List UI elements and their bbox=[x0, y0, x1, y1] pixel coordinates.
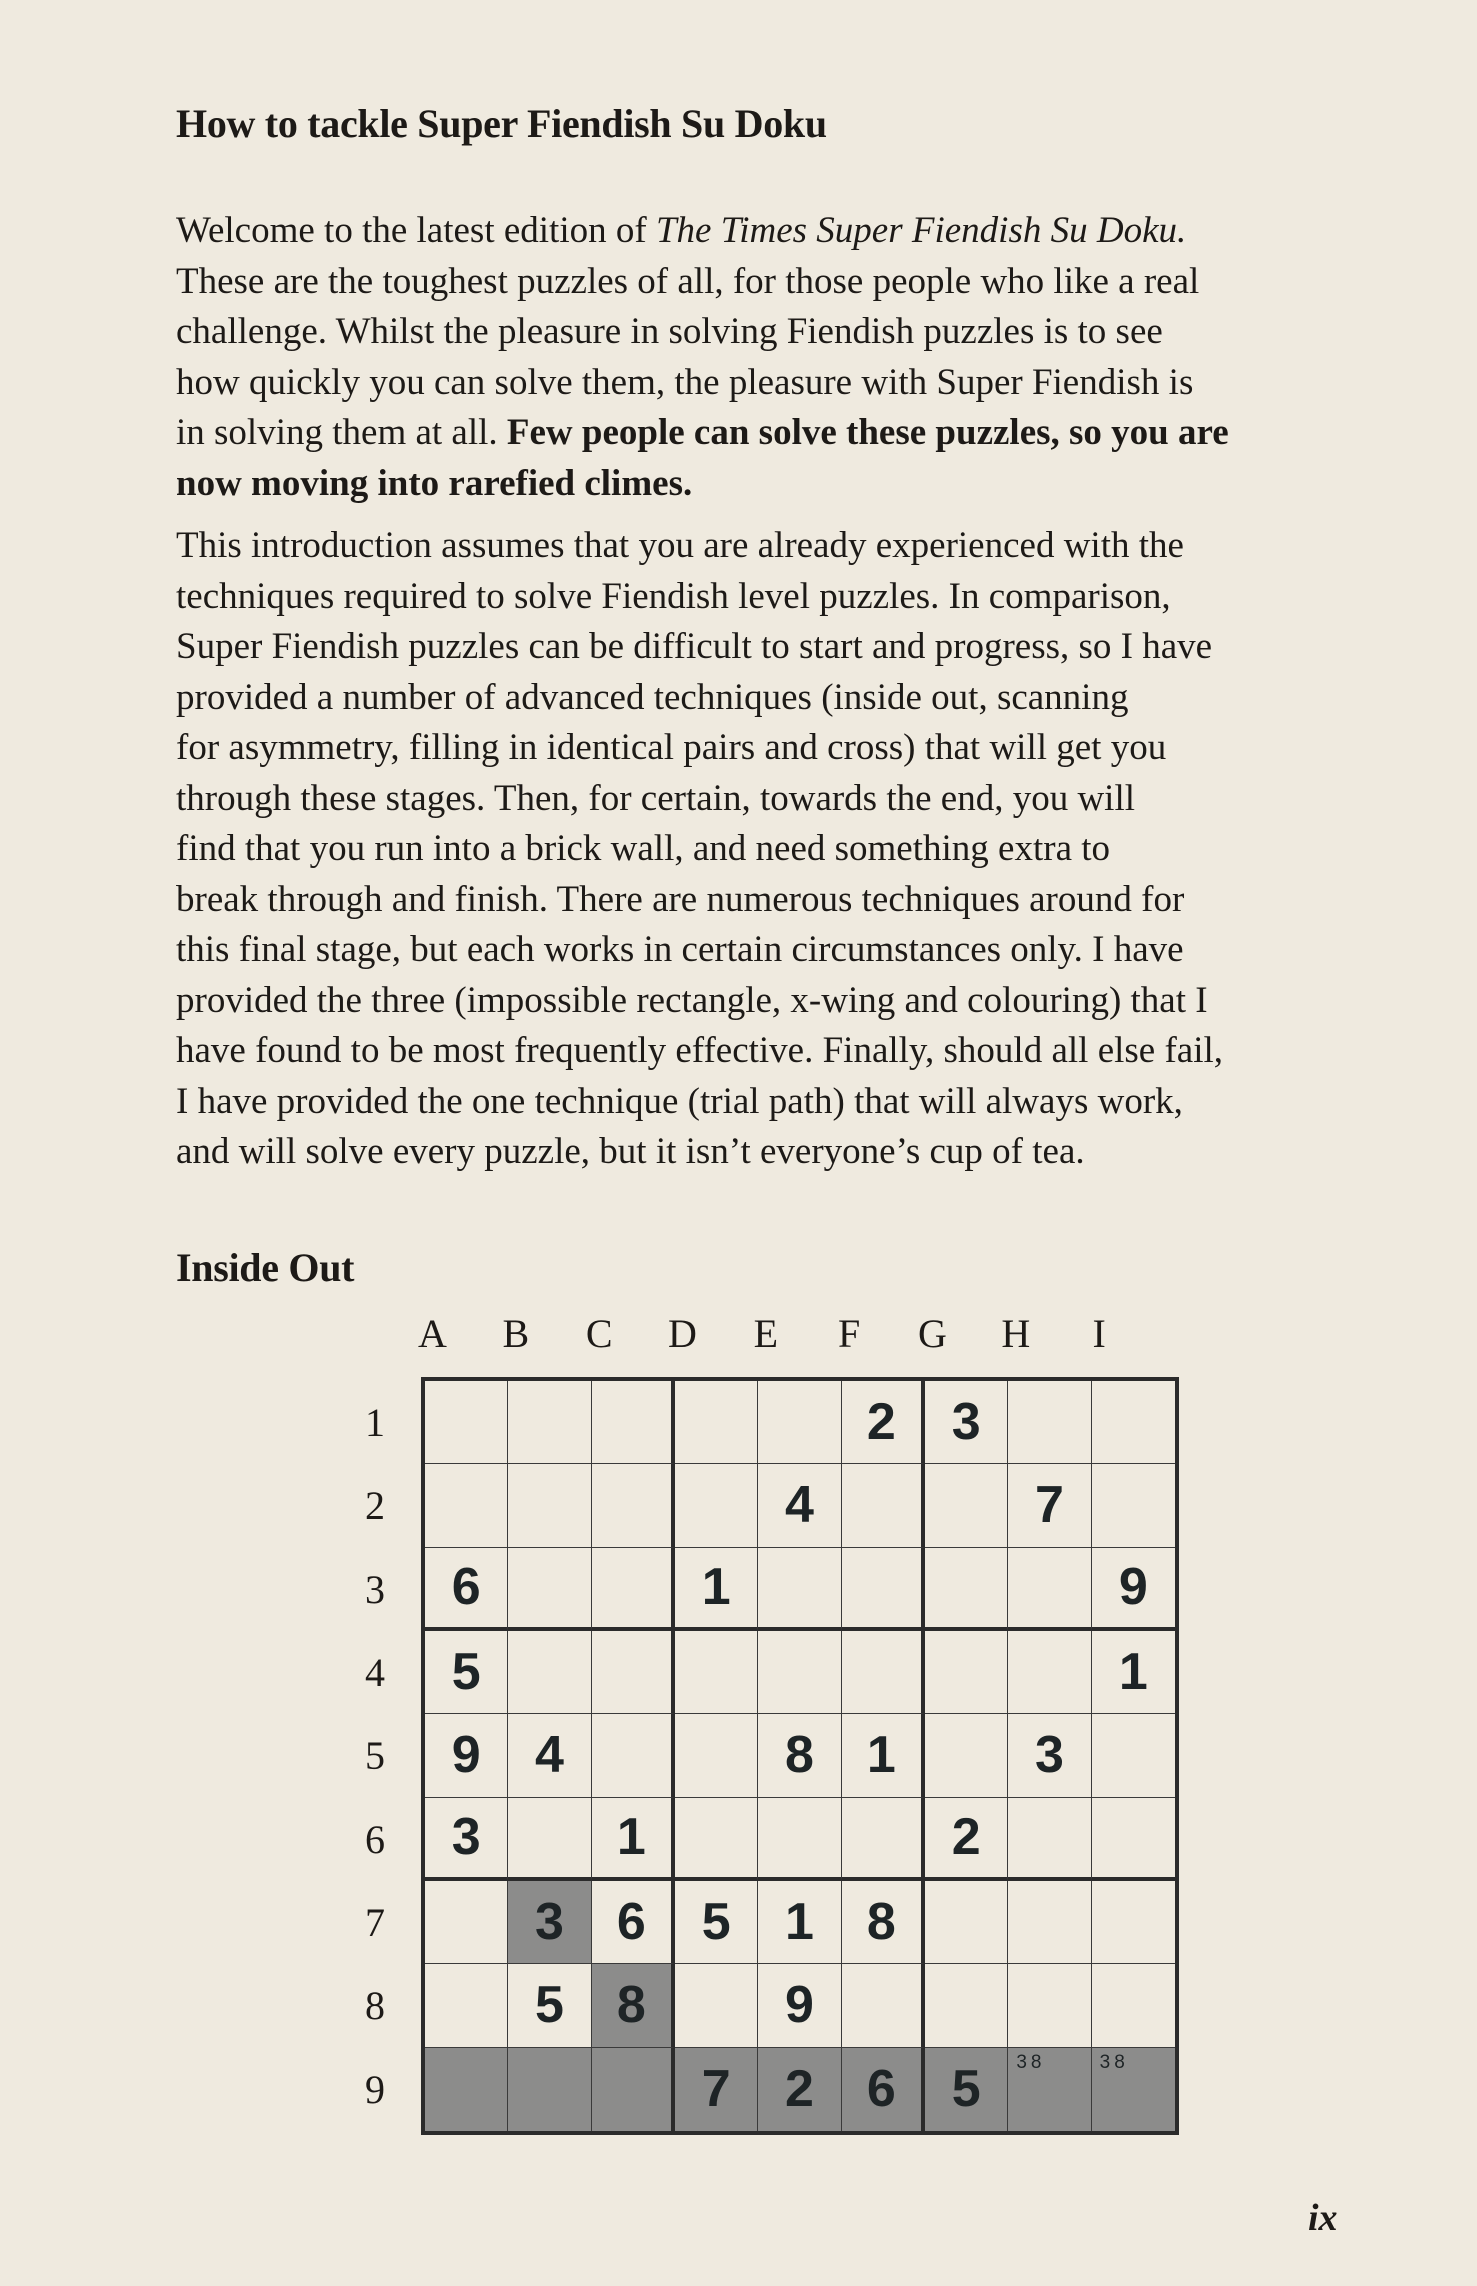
row-label: 6 bbox=[365, 1816, 385, 1862]
grid-cell bbox=[842, 1964, 925, 2047]
row-label: 8 bbox=[365, 1983, 385, 2029]
row-label: 9 bbox=[365, 2066, 385, 2112]
grid-cell bbox=[925, 1631, 1008, 1714]
grid-cell bbox=[1008, 1798, 1091, 1881]
cell-digit: 9 bbox=[1118, 1558, 1148, 1617]
row-label: 4 bbox=[365, 1649, 385, 1695]
cell-digit: 1 bbox=[616, 1808, 646, 1867]
techniques-paragraph bbox=[176, 521, 1356, 1178]
text-line bbox=[176, 307, 1356, 358]
grid-cell bbox=[592, 2048, 675, 2131]
grid-cell bbox=[925, 1881, 1008, 1964]
grid-cell bbox=[1092, 1631, 1175, 1714]
grid-cell bbox=[592, 1631, 675, 1714]
grid-cell bbox=[842, 1798, 925, 1881]
cell-digit: 7 bbox=[1035, 1476, 1064, 1535]
grid-cell bbox=[842, 1881, 925, 1964]
page-title: How to tackle Super Fiendish Su Doku bbox=[176, 101, 827, 146]
grid-cell bbox=[425, 1464, 508, 1547]
grid-cell bbox=[758, 2048, 841, 2131]
cell-digit: 6 bbox=[866, 2060, 896, 2119]
grid-cell bbox=[842, 1631, 925, 1714]
column-label: A bbox=[418, 1311, 447, 1356]
grid-cell bbox=[842, 1714, 925, 1797]
row-label: 7 bbox=[365, 1899, 385, 1945]
grid-cell bbox=[758, 1798, 841, 1881]
grid-cell bbox=[1008, 1964, 1091, 2047]
intro-paragraph bbox=[176, 206, 1356, 509]
cell-digit: 9 bbox=[785, 1976, 814, 2035]
cell-digit: 1 bbox=[866, 1726, 896, 1785]
grid-cell bbox=[1008, 2048, 1091, 2131]
cell-digit: 5 bbox=[451, 1643, 481, 1702]
column-label: I bbox=[1092, 1311, 1106, 1356]
grid-cell bbox=[1008, 1881, 1091, 1964]
grid-cell bbox=[1092, 1548, 1175, 1631]
grid-cell bbox=[1092, 1798, 1175, 1881]
grid-cell bbox=[425, 1964, 508, 2047]
cell-digit: 1 bbox=[785, 1893, 814, 1952]
grid-cell bbox=[425, 1631, 508, 1714]
grid-cell bbox=[592, 1881, 675, 1964]
text-run: Few people can solve these puzzles, so you are bbox=[506, 412, 1229, 453]
column-label: D bbox=[668, 1311, 697, 1356]
cell-digit: 2 bbox=[866, 1393, 896, 1452]
grid-cell bbox=[425, 1548, 508, 1631]
cell-digit: 8 bbox=[866, 1893, 896, 1952]
grid-cell bbox=[1008, 1381, 1091, 1464]
grid-cell bbox=[425, 2048, 508, 2131]
grid-cell bbox=[675, 1798, 758, 1881]
row-label: 1 bbox=[365, 1400, 385, 1445]
grid-cell bbox=[925, 1714, 1008, 1797]
grid-cell bbox=[1008, 1464, 1091, 1547]
grid-cell bbox=[508, 1464, 591, 1547]
grid-cell bbox=[508, 1881, 591, 1964]
grid-cell bbox=[425, 1881, 508, 1964]
text-run: how quickly you can solve them, the pleasure with Super Fiendish is bbox=[176, 361, 1194, 403]
cell-digit: 9 bbox=[451, 1726, 481, 1785]
grid-cell bbox=[758, 1964, 841, 2047]
text-line: I have provided the one technique (trial path) that will always work, bbox=[176, 1080, 1183, 1122]
cell-digit: 3 bbox=[535, 1893, 564, 1952]
grid-cell bbox=[592, 1714, 675, 1797]
text-line bbox=[176, 408, 1356, 459]
grid-cell bbox=[842, 1381, 925, 1464]
text-line: Super Fiendish puzzles can be difficult to start and progress, so I have bbox=[176, 626, 1213, 667]
column-label: H bbox=[1001, 1311, 1031, 1356]
grid-cell bbox=[925, 1381, 1008, 1464]
grid-cell bbox=[925, 1464, 1008, 1547]
text-line: this final stage, but each works in certain circumstances only. I have bbox=[176, 929, 1184, 970]
cell-digit: 3 bbox=[451, 1808, 481, 1867]
text-line bbox=[176, 358, 1356, 409]
grid-cell bbox=[592, 1381, 675, 1464]
page-number: ix bbox=[1308, 2197, 1338, 2239]
column-label: F bbox=[838, 1311, 861, 1356]
grid-cell bbox=[758, 1714, 841, 1797]
grid-cell bbox=[842, 1464, 925, 1547]
cell-digit: 5 bbox=[535, 1976, 564, 2035]
grid-cell bbox=[1092, 1381, 1175, 1464]
cell-digit: 1 bbox=[1118, 1643, 1148, 1702]
row-label: 5 bbox=[365, 1733, 385, 1779]
cell-digit: 6 bbox=[616, 1893, 646, 1952]
cell-digit: 2 bbox=[951, 1808, 981, 1867]
sudoku-grid bbox=[421, 1377, 1179, 2135]
text-run: The Times Super Fiendish Su Doku. bbox=[655, 210, 1187, 251]
grid-cell bbox=[592, 1964, 675, 2047]
cell-digit: 8 bbox=[616, 1976, 646, 2035]
grid-cell bbox=[1092, 1714, 1175, 1797]
text-line: break through and finish. There are numerous techniques around for bbox=[176, 878, 1185, 920]
grid-cell bbox=[925, 1798, 1008, 1881]
text-line bbox=[176, 206, 1356, 257]
grid-cell bbox=[508, 1714, 591, 1797]
text-run: in solving them at all. bbox=[176, 412, 507, 453]
cell-digit: 8 bbox=[785, 1726, 814, 1785]
grid-cell bbox=[675, 1881, 758, 1964]
grid-cell bbox=[842, 2048, 925, 2131]
pencil-mark: 38 bbox=[1099, 2051, 1129, 2073]
row-label: 2 bbox=[365, 1483, 385, 1529]
grid-cell bbox=[925, 2048, 1008, 2131]
text-line: for asymmetry, filling in identical pairs and cross) that will get you bbox=[176, 727, 1167, 768]
text-run: These are the toughest puzzles of all, for those people who like a real bbox=[176, 260, 1200, 302]
grid-cell bbox=[592, 1464, 675, 1547]
grid-cell bbox=[1092, 1881, 1175, 1964]
grid-cell bbox=[1008, 1548, 1091, 1631]
grid-cell bbox=[758, 1381, 841, 1464]
grid-cell bbox=[758, 1631, 841, 1714]
grid-cell bbox=[508, 1548, 591, 1631]
grid-cell bbox=[675, 1714, 758, 1797]
cell-digit: 3 bbox=[951, 1393, 981, 1452]
text-run: now moving into rarefied climes. bbox=[176, 462, 693, 504]
text-run: challenge. Whilst the pleasure in solving Fiendish puzzles is to see bbox=[176, 311, 1163, 352]
grid-cell bbox=[508, 1798, 591, 1881]
text-line: provided the three (impossible rectangle, x-wing and colouring) that I bbox=[176, 979, 1208, 1021]
cell-digit: 1 bbox=[701, 1558, 731, 1617]
grid-cell bbox=[758, 1464, 841, 1547]
column-label: C bbox=[585, 1311, 613, 1356]
grid-cell bbox=[675, 1464, 758, 1547]
grid-cell bbox=[425, 1381, 508, 1464]
grid-cell bbox=[425, 1714, 508, 1797]
grid-cell bbox=[1092, 1964, 1175, 2047]
text-line: techniques required to solve Fiendish level puzzles. In comparison, bbox=[176, 575, 1171, 617]
grid-cell bbox=[1092, 2048, 1175, 2131]
grid-cell bbox=[925, 1548, 1008, 1631]
text-line bbox=[176, 257, 1356, 308]
grid-cell bbox=[842, 1548, 925, 1631]
cell-digit: 2 bbox=[785, 2060, 814, 2119]
cell-digit: 4 bbox=[785, 1476, 814, 1535]
grid-cell bbox=[508, 2048, 591, 2131]
grid-cell bbox=[1092, 1464, 1175, 1547]
grid-cell bbox=[1008, 1631, 1091, 1714]
column-label: B bbox=[502, 1311, 530, 1356]
text-line: have found to be most frequently effective. Finally, should all else fail, bbox=[176, 1030, 1224, 1071]
cell-digit: 3 bbox=[1035, 1726, 1064, 1785]
grid-cell bbox=[1008, 1714, 1091, 1797]
text-line: find that you run into a brick wall, and need something extra to bbox=[176, 828, 1111, 869]
text-line: This introduction assumes that you are already experienced with the bbox=[176, 525, 1184, 566]
section-heading: Inside Out bbox=[176, 1245, 355, 1290]
cell-digit: 5 bbox=[951, 2060, 981, 2119]
grid-cell bbox=[675, 1548, 758, 1631]
cell-digit: 4 bbox=[535, 1726, 564, 1785]
cell-digit: 5 bbox=[701, 1893, 731, 1952]
cell-digit: 7 bbox=[701, 2060, 731, 2119]
grid-cell bbox=[592, 1548, 675, 1631]
text-run: Welcome to the latest edition of bbox=[176, 210, 656, 251]
text-line: provided a number of advanced techniques (inside out, scanning bbox=[176, 676, 1129, 718]
grid-cell bbox=[675, 1381, 758, 1464]
grid-cell bbox=[758, 1881, 841, 1964]
grid-cell bbox=[508, 1631, 591, 1714]
grid-cell bbox=[425, 1798, 508, 1881]
column-label: E bbox=[753, 1311, 779, 1356]
grid-cell bbox=[675, 1964, 758, 2047]
text-line bbox=[176, 459, 1356, 510]
pencil-mark: 38 bbox=[1016, 2051, 1046, 2073]
cell-digit: 6 bbox=[451, 1558, 481, 1617]
grid-cell bbox=[508, 1381, 591, 1464]
grid-cell bbox=[758, 1548, 841, 1631]
grid-cell bbox=[508, 1964, 591, 2047]
row-label: 3 bbox=[365, 1566, 385, 1612]
grid-cell bbox=[592, 1798, 675, 1881]
grid-cell bbox=[675, 2048, 758, 2131]
grid-cell bbox=[675, 1631, 758, 1714]
text-line: through these stages. Then, for certain, towards the end, you will bbox=[176, 777, 1136, 819]
text-line: and will solve every puzzle, but it isn’t everyone’s cup of tea. bbox=[176, 1131, 1085, 1172]
column-label: G bbox=[918, 1311, 947, 1356]
grid-cell bbox=[925, 1964, 1008, 2047]
